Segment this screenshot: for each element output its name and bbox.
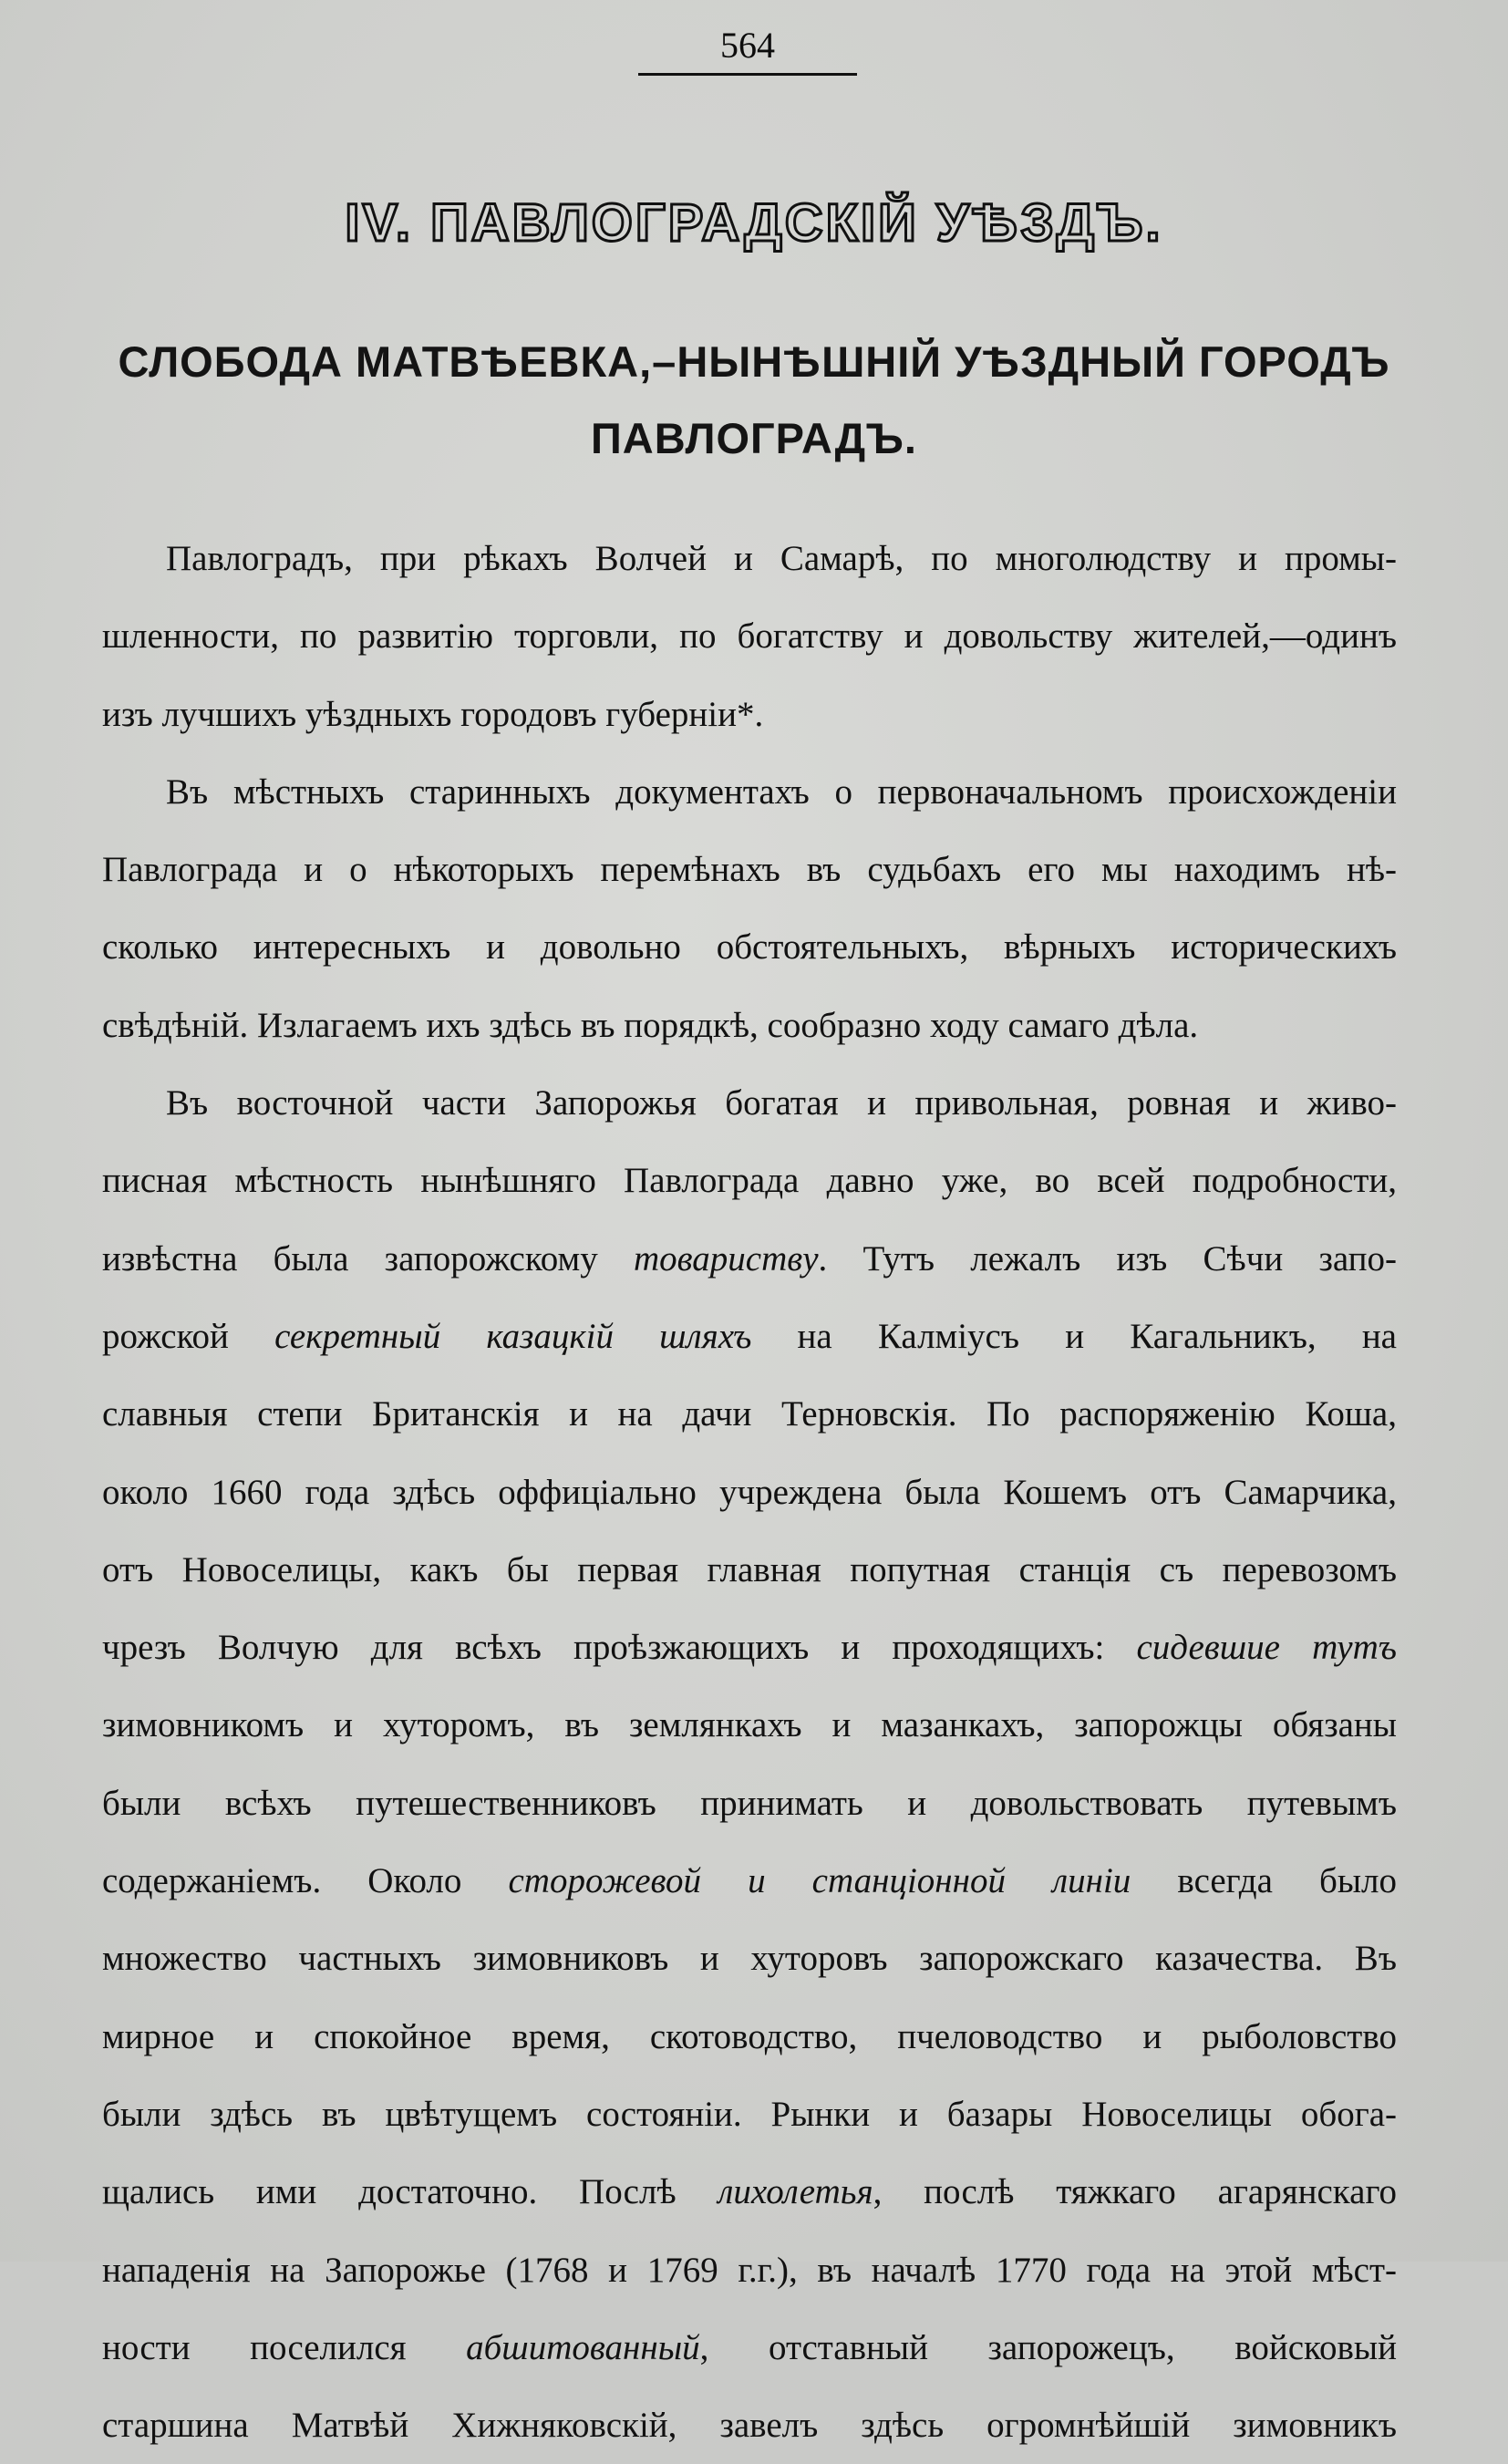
text-line xyxy=(102,2231,1397,2309)
italic-text: товариству xyxy=(633,1238,819,1279)
text-segment: писная мѣстность нынѣшняго Павлограда давно уже, во всей подробности, xyxy=(102,1161,1397,1201)
text-segment: сколько интересныхъ и довольно обстоятельныхъ, вѣрныхъ историческихъ xyxy=(102,927,1397,968)
text-segment: , отставный запорожецъ, войсковый xyxy=(699,2327,1397,2367)
text-line xyxy=(102,2076,1397,2153)
text-line xyxy=(102,1375,1397,1453)
text-line xyxy=(102,676,1397,753)
text-segment: изъ лучшихъ уѣздныхъ городовъ губерніи*. xyxy=(102,694,764,734)
text-line xyxy=(102,753,1397,831)
text-segment: содержаніемъ. Около xyxy=(102,1861,509,1901)
text-segment: множество частныхъ зимовниковъ и хуторовъ запорожскаго казачества. Въ xyxy=(102,1939,1397,1979)
text-segment: чрезъ Волчую для всѣхъ проѣзжающихъ и проходящихъ: xyxy=(102,1628,1137,1668)
text-segment: Павлограда и о нѣкоторыхъ перемѣнахъ въ судьбахъ его мы находимъ нѣ- xyxy=(102,850,1397,890)
text-line xyxy=(102,1686,1397,1764)
text-line xyxy=(102,597,1397,675)
text-line xyxy=(102,2386,1397,2464)
text-segment: Въ восточной части Запорожья богатая и привольная, ровная и живо- xyxy=(166,1083,1397,1123)
text-line xyxy=(102,1920,1397,1997)
section-title: IV. ПАВЛОГРАДСКІЙ УѢЗДЪ. xyxy=(345,193,1163,253)
page-number: 564 xyxy=(720,25,775,66)
text-segment: шленности, по развитію торговли, по богатству и довольству жителей,—одинъ xyxy=(102,616,1397,657)
text-line xyxy=(102,1531,1397,1609)
chapter-title-line-1: СЛОБОДА МАТВѢЕВКА,–НЫНѢШНІЙ УѢЗДНЫЙ ГОРОДЪ xyxy=(118,337,1390,386)
italic-text: лихолетья xyxy=(718,2172,873,2212)
text-segment: всегда было xyxy=(1131,1861,1397,1901)
text-segment: щались ими достаточно. Послѣ xyxy=(102,2172,718,2212)
text-segment: мирное и спокойное время, скотоводство, пчеловодство и рыболовство xyxy=(102,2016,1397,2056)
text-segment: Павлоградъ, при рѣкахъ Волчей и Самарѣ, по многолюдству и промы- xyxy=(166,539,1397,578)
text-segment: отъ Новоселицы, какъ бы первая главная попутная станція съ перевозомъ xyxy=(102,1549,1397,1589)
text-segment: . Тутъ лежалъ изъ Сѣчи запо- xyxy=(818,1238,1397,1279)
italic-text: абшитованный xyxy=(466,2327,700,2367)
text-line xyxy=(102,831,1397,908)
text-segment: извѣстна была запорожскому xyxy=(102,1238,634,1279)
text-segment: , послѣ тяжкаго агарянскаго xyxy=(873,2172,1398,2212)
text-line xyxy=(102,1765,1397,1842)
text-line xyxy=(102,908,1397,986)
text-segment: ности поселился xyxy=(102,2327,467,2367)
text-segment: нападенія на Запорожье (1768 и 1769 г.г.), въ началѣ 1770 года на этой мѣст- xyxy=(102,2250,1397,2290)
body-text xyxy=(102,520,1397,2464)
italic-text: сторожевой и станціонной линіи xyxy=(508,1861,1131,1901)
text-line xyxy=(102,1842,1397,1920)
text-line xyxy=(102,1609,1397,1686)
italic-text: сидевшие тутъ xyxy=(1136,1628,1397,1668)
text-segment: рожской xyxy=(102,1316,275,1356)
text-line xyxy=(102,1454,1397,1531)
italic-text: секретный казацкій шляхъ xyxy=(274,1316,752,1356)
text-line xyxy=(102,1298,1397,1375)
text-segment: около 1660 года здѣсь оффиціально учреждена была Кошемъ отъ Самарчика, xyxy=(102,1472,1397,1512)
text-segment: старшина Матвѣй Хижняковскій, завелъ здѣсь огромнѣйшій зимовникъ xyxy=(102,2406,1397,2446)
text-line xyxy=(102,1998,1397,2076)
chapter-title-line-2: ПАВЛОГРАДЪ. xyxy=(591,414,917,462)
text-line xyxy=(102,987,1397,1064)
text-line xyxy=(102,520,1397,597)
text-line xyxy=(102,1064,1397,1142)
text-segment: Въ мѣстныхъ старинныхъ документахъ о первоначальномъ происхожденіи xyxy=(166,771,1397,812)
text-segment: на Калміусъ и Кагальникъ, на xyxy=(751,1316,1397,1356)
text-segment: свѣдѣній. Излагаемъ ихъ здѣсь въ порядкѣ, сообразно ходу самаго дѣла. xyxy=(102,1005,1199,1045)
text-line xyxy=(102,2309,1397,2386)
text-line xyxy=(102,1142,1397,1219)
text-line xyxy=(102,2153,1397,2231)
text-segment: славныя степи Британскія и на дачи Терновскія. По распоряженію Коша, xyxy=(102,1394,1397,1434)
text-segment: зимовникомъ и хуторомъ, въ землянкахъ и мазанкахъ, запорожцы обязаны xyxy=(102,1705,1397,1745)
chapter-title xyxy=(109,324,1399,477)
text-line xyxy=(102,1220,1397,1298)
text-segment: были всѣхъ путешественниковъ принимать и довольствовать путевымъ xyxy=(102,1783,1397,1823)
text-segment: были здѣсь въ цвѣтущемъ состояніи. Рынки и базары Новоселицы обога- xyxy=(102,2094,1397,2134)
page-number-rule xyxy=(638,73,857,76)
